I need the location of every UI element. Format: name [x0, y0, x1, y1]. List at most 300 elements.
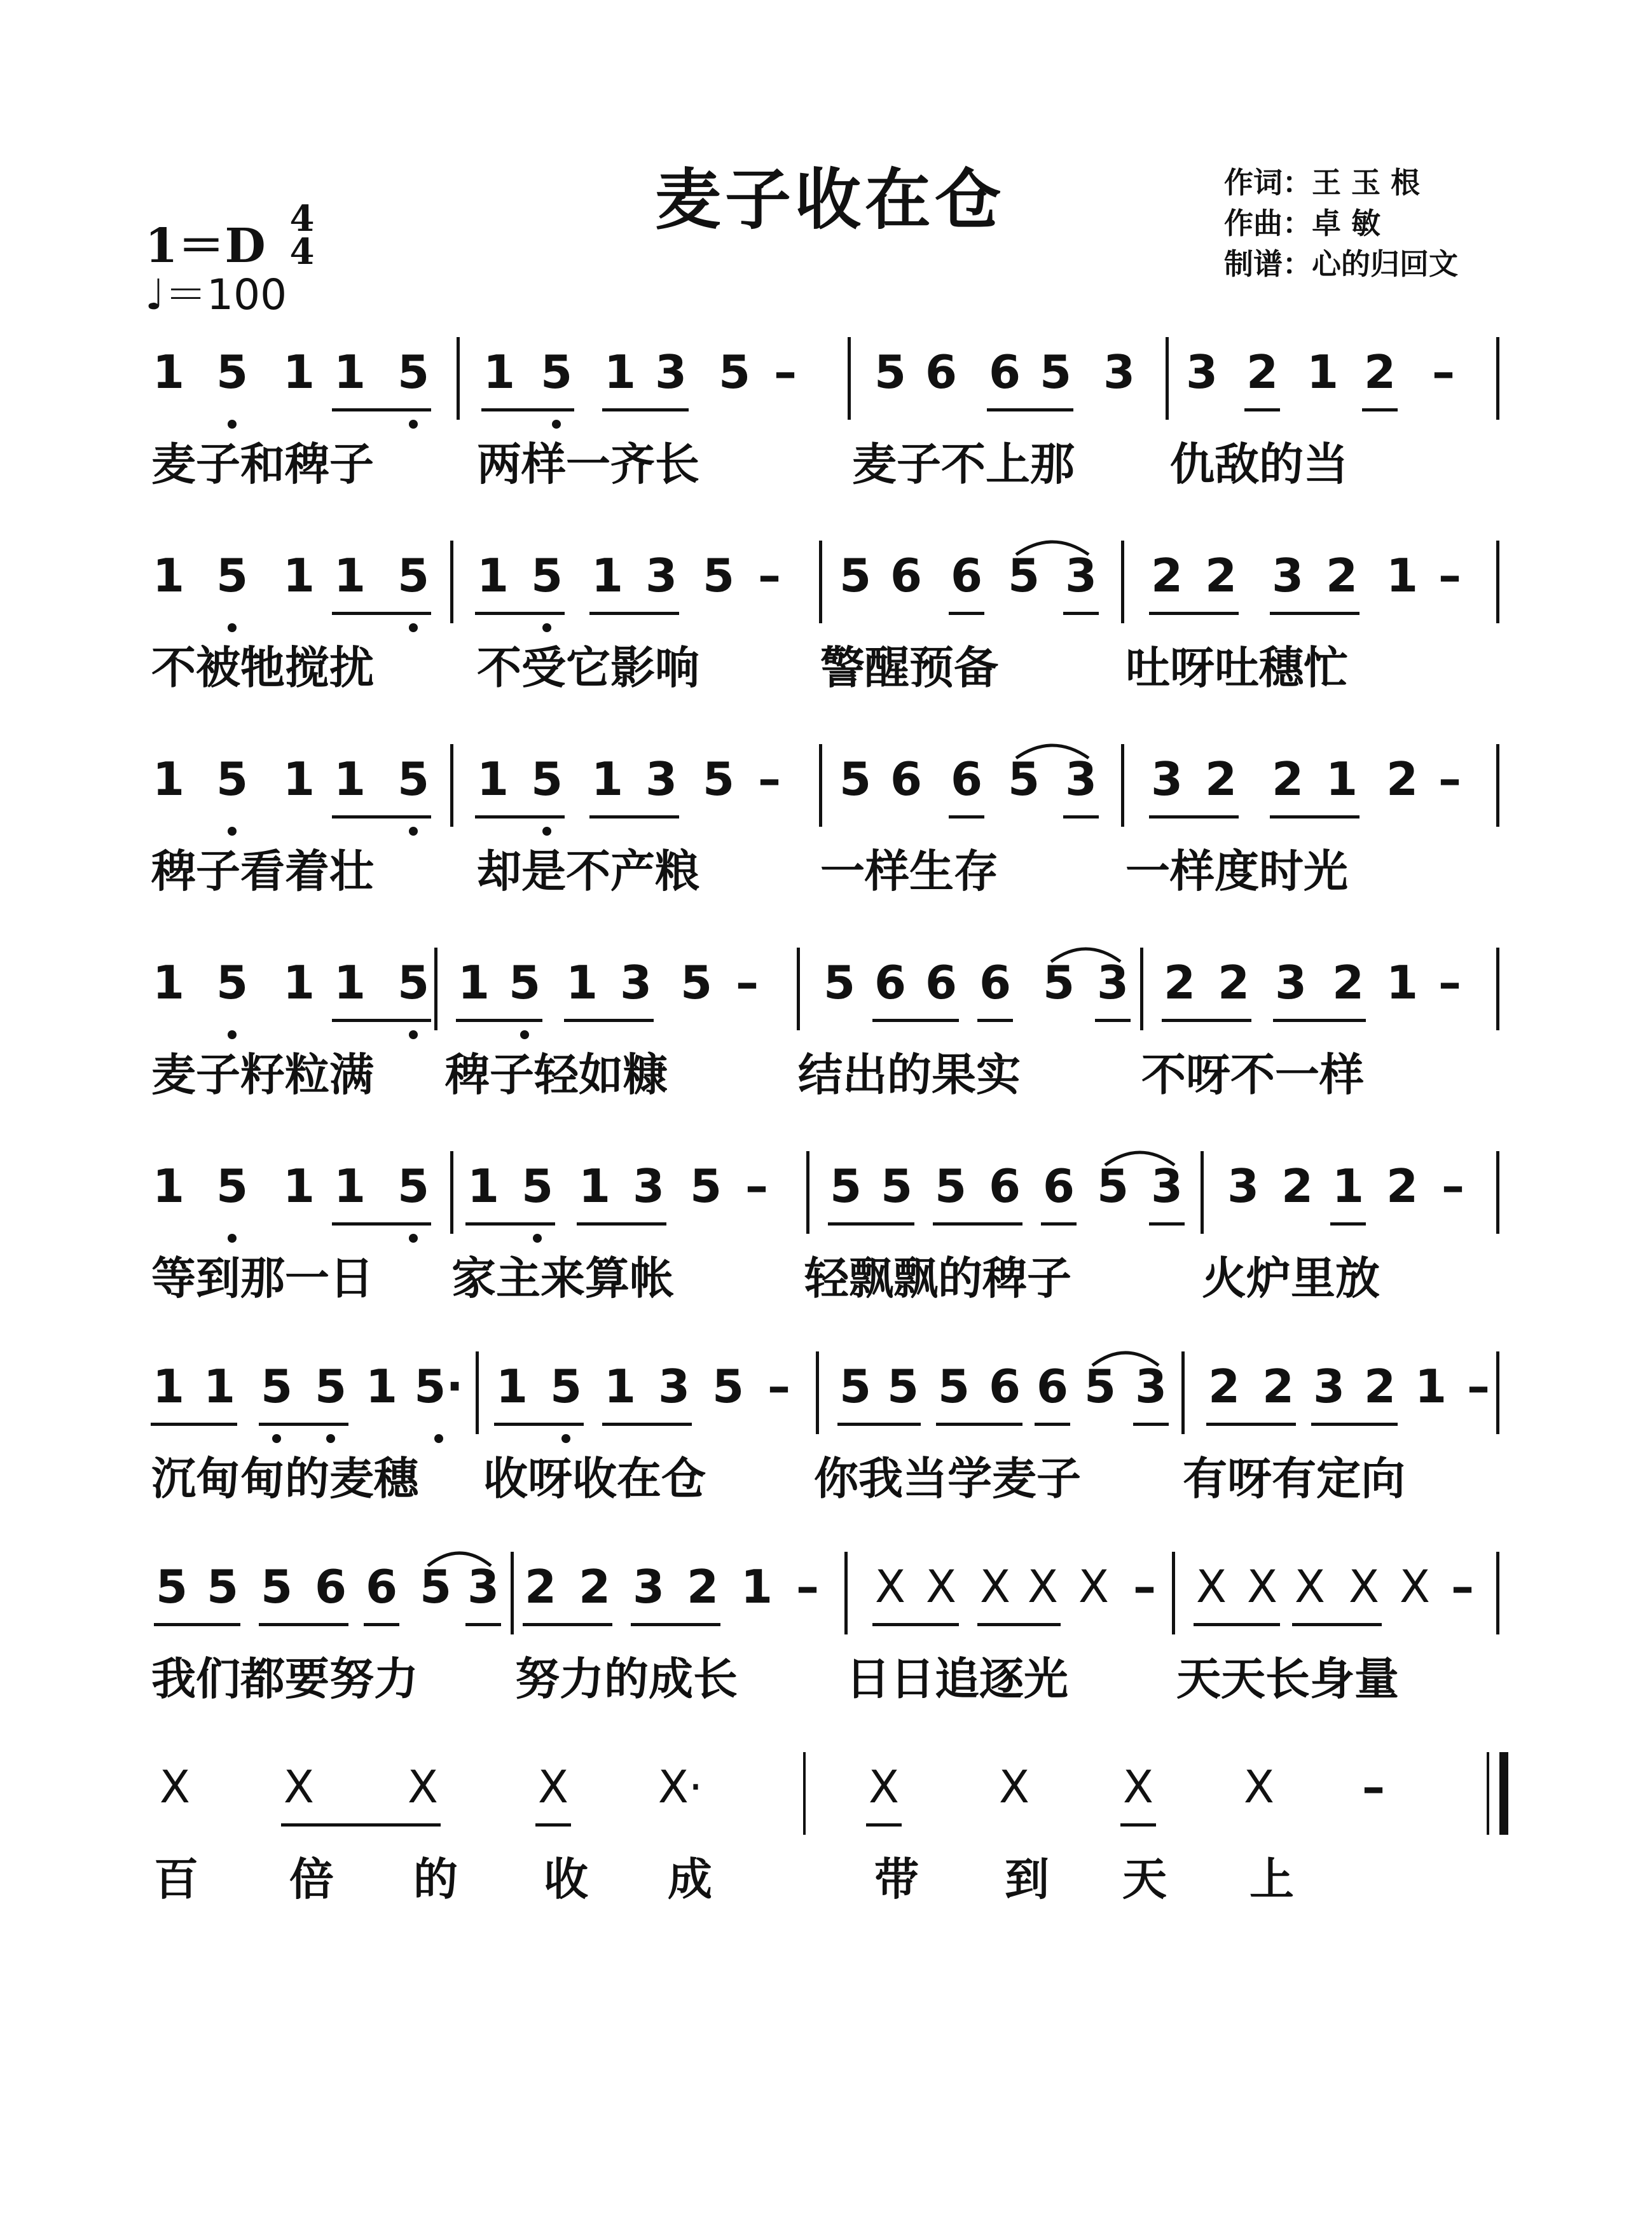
- eighth-underline: [1162, 1019, 1251, 1022]
- jianpu-note: 3: [645, 549, 678, 602]
- eighth-underline: [1120, 1823, 1156, 1827]
- eighth-underline: [332, 1222, 431, 1226]
- eighth-underline: [577, 1222, 666, 1226]
- jianpu-note: 5: [216, 752, 249, 806]
- lyric-phrase: 麦子籽粒满: [151, 1049, 374, 1101]
- credit-transcriber: [1224, 244, 1458, 284]
- score-system: [0, 1552, 1652, 1743]
- jianpu-note: 1: [152, 345, 185, 399]
- eighth-underline: [1149, 815, 1239, 818]
- credit-label: 作曲：: [1224, 206, 1312, 240]
- jianpu-note: 2: [1281, 1159, 1314, 1213]
- jianpu-note: 5: [397, 956, 430, 1009]
- lyric-phrase: 我们都要努力: [151, 1653, 418, 1705]
- jianpu-note: 3: [632, 1560, 665, 1613]
- lyric-phrase: 天天长身量: [1176, 1653, 1399, 1705]
- eighth-underline: [465, 1623, 501, 1626]
- barline: [1496, 337, 1499, 420]
- jianpu-note: 5: [419, 1560, 452, 1613]
- lyric-word: 到: [1005, 1853, 1049, 1905]
- eighth-underline: [564, 1019, 654, 1022]
- tie-arc: [423, 1544, 496, 1570]
- lyric-phrase: 一样生存: [820, 845, 998, 897]
- jianpu-note: X: [408, 1761, 438, 1813]
- jianpu-note: 5: [521, 1159, 554, 1213]
- jianpu-note: X: [926, 1561, 956, 1613]
- low-octave-dot: [326, 1434, 335, 1443]
- jianpu-note: 6: [988, 1159, 1021, 1213]
- jianpu-note: X·: [657, 1761, 703, 1813]
- tie-arc: [1087, 1344, 1164, 1369]
- lyric-phrase: 不被牠搅扰: [151, 642, 374, 694]
- jianpu-note: 6: [874, 956, 907, 1009]
- credit-lyricist: [1224, 162, 1458, 203]
- jianpu-note: 6: [925, 345, 958, 399]
- jianpu-note: 5·: [414, 1360, 464, 1413]
- low-octave-dot: [520, 1030, 529, 1039]
- sustain-dash: –: [1438, 549, 1461, 602]
- sustain-dash: –: [758, 549, 781, 602]
- jianpu-note: 1: [476, 549, 509, 602]
- jianpu-note: 1: [483, 345, 516, 399]
- eighth-underline: [1362, 408, 1398, 411]
- low-octave-dot: [228, 420, 237, 429]
- jianpu-note: 1: [282, 956, 315, 1009]
- eighth-underline: [259, 1623, 348, 1626]
- barline: [1496, 744, 1499, 827]
- tie-curve: [1092, 1353, 1159, 1365]
- jianpu-note: 1: [603, 1360, 637, 1413]
- notation-line: [0, 948, 1652, 1043]
- jianpu-note: 1: [282, 1159, 315, 1213]
- notation-line: [0, 1552, 1652, 1647]
- tie-arc: [1100, 1143, 1180, 1169]
- eighth-underline: [977, 1019, 1013, 1022]
- barline: [1487, 1752, 1489, 1835]
- barline: [1496, 948, 1499, 1030]
- jianpu-note: 1: [740, 1560, 773, 1613]
- barline: [450, 744, 453, 827]
- tie-curve: [428, 1553, 491, 1566]
- jianpu-note: X: [1196, 1561, 1227, 1613]
- jianpu-note: X: [1244, 1761, 1274, 1813]
- sustain-dash: –: [736, 956, 759, 1009]
- barline: [1496, 1351, 1499, 1434]
- lyric-phrase: 吐呀吐穗忙: [1125, 642, 1348, 694]
- notation-line: [0, 1151, 1652, 1247]
- eighth-underline: [933, 1222, 1022, 1226]
- jianpu-note: 1: [203, 1360, 236, 1413]
- jianpu-note: 5: [880, 1159, 913, 1213]
- jianpu-note: X: [1078, 1561, 1109, 1613]
- jianpu-note: 2: [1386, 752, 1419, 806]
- barline: [803, 1752, 806, 1835]
- jianpu-note: 2: [1332, 956, 1365, 1009]
- low-octave-dot: [409, 827, 418, 836]
- tie-curve: [1016, 542, 1089, 555]
- jianpu-note: X: [1349, 1561, 1379, 1613]
- eighth-underline: [1035, 1423, 1070, 1426]
- jianpu-note: 2: [1204, 752, 1237, 806]
- eighth-underline: [1194, 1623, 1280, 1626]
- jianpu-note: 3: [1103, 345, 1136, 399]
- jianpu-note: 6: [890, 549, 923, 602]
- barline: [844, 1552, 848, 1634]
- tie-arc: [1046, 940, 1125, 965]
- eighth-underline: [494, 1423, 584, 1426]
- low-octave-dot: [552, 420, 561, 429]
- jianpu-note: 3: [1274, 956, 1307, 1009]
- sustain-dash: –: [1442, 1159, 1464, 1213]
- jianpu-note: 2: [1217, 956, 1250, 1009]
- jianpu-note: 1: [333, 956, 366, 1009]
- jianpu-note: 2: [578, 1560, 611, 1613]
- jianpu-note: 1: [1332, 1159, 1365, 1213]
- eighth-underline: [1273, 1019, 1366, 1022]
- barline: [450, 1151, 453, 1234]
- eighth-underline: [332, 815, 431, 818]
- lyric-word: 带: [874, 1853, 919, 1905]
- quarter-note-icon: ♩: [145, 270, 165, 319]
- jianpu-note: X: [1247, 1561, 1277, 1613]
- lyric-phrase: 一样度时光: [1125, 845, 1348, 897]
- lyric-word: 的: [413, 1853, 458, 1905]
- jianpu-note: 1: [1386, 956, 1419, 1009]
- jianpu-note: 1: [282, 752, 315, 806]
- jianpu-note: 3: [1227, 1159, 1260, 1213]
- lyric-phrase: 不受它影响: [477, 642, 699, 694]
- barline: [1496, 1552, 1499, 1634]
- jianpu-note: 1: [603, 345, 637, 399]
- eighth-underline: [1041, 1222, 1077, 1226]
- song-title: 麦子收在仓: [655, 161, 1005, 238]
- jianpu-note: 1: [565, 956, 598, 1009]
- jianpu-note: 2: [1204, 549, 1237, 602]
- eighth-underline: [1244, 408, 1280, 411]
- eighth-underline: [1149, 612, 1239, 615]
- jianpu-note: 1: [333, 345, 366, 399]
- time-signature-top: 4: [289, 198, 315, 240]
- jianpu-note: 3: [654, 345, 687, 399]
- jianpu-note: X: [980, 1561, 1010, 1613]
- jianpu-note: 6: [365, 1560, 398, 1613]
- jianpu-note: 5: [718, 345, 751, 399]
- credit-value: 王 玉 根: [1312, 165, 1421, 200]
- low-octave-dot: [228, 1030, 237, 1039]
- jianpu-note: 5: [886, 1360, 919, 1413]
- jianpu-note: 3: [645, 752, 678, 806]
- jianpu-note: 2: [1163, 956, 1196, 1009]
- sustain-dash: –: [745, 1159, 768, 1213]
- jianpu-note: 5: [702, 549, 735, 602]
- sustain-dash: –: [774, 345, 797, 399]
- barline: [511, 1552, 514, 1634]
- jianpu-note: 5: [1096, 1159, 1129, 1213]
- jianpu-note: 1: [495, 1360, 528, 1413]
- tie-curve: [1105, 1152, 1174, 1165]
- barline: [1496, 541, 1499, 623]
- jianpu-note: 1: [1414, 1360, 1447, 1413]
- eighth-underline: [535, 1823, 571, 1827]
- jianpu-note: 5: [314, 1360, 347, 1413]
- score-system: [0, 1752, 1652, 1943]
- eighth-underline: [1133, 1423, 1169, 1426]
- low-octave-dot: [542, 827, 551, 836]
- notation-line: [0, 541, 1652, 636]
- sustain-dash: –: [1438, 956, 1461, 1009]
- jianpu-note: 5: [260, 1360, 293, 1413]
- low-octave-dot: [409, 1030, 418, 1039]
- eighth-underline: [936, 1423, 1022, 1426]
- jianpu-note: X: [869, 1761, 899, 1813]
- jianpu-note: 1: [578, 1159, 611, 1213]
- eighth-underline: [475, 612, 565, 615]
- jianpu-note: 5: [530, 752, 563, 806]
- low-octave-dot: [228, 1234, 237, 1243]
- jianpu-note: 5: [216, 345, 249, 399]
- barline: [1181, 1351, 1185, 1434]
- jianpu-note: X: [538, 1761, 568, 1813]
- jianpu-note: 1: [591, 549, 624, 602]
- barline: [1121, 744, 1124, 827]
- eighth-underline: [872, 1019, 959, 1022]
- time-signature: [283, 198, 321, 273]
- jianpu-note: X: [999, 1761, 1029, 1813]
- barline: [848, 337, 851, 420]
- lyric-phrase: 两样一齐长: [477, 438, 699, 490]
- barline: [819, 744, 822, 827]
- jianpu-note: 5: [839, 752, 872, 806]
- lyric-phrase: 却是不产粮: [477, 845, 699, 897]
- jianpu-note: X: [284, 1761, 314, 1813]
- eighth-underline: [281, 1823, 441, 1827]
- jianpu-note: X: [1400, 1561, 1430, 1613]
- tie-curve: [1016, 745, 1089, 758]
- eighth-underline: [456, 1019, 542, 1022]
- low-octave-dot: [272, 1434, 281, 1443]
- eighth-underline: [872, 1623, 959, 1626]
- eighth-underline: [949, 612, 984, 615]
- sustain-dash: –: [1133, 1560, 1156, 1613]
- jianpu-note: 1: [1386, 549, 1419, 602]
- eighth-underline: [602, 1423, 692, 1426]
- lyric-phrase: 轻飘飘的稗子: [804, 1252, 1071, 1304]
- sustain-dash: –: [758, 752, 781, 806]
- jianpu-note: 6: [950, 549, 983, 602]
- eighth-underline: [631, 1623, 720, 1626]
- lyric-phrase: 结出的果实: [798, 1049, 1021, 1101]
- low-octave-dot: [228, 827, 237, 836]
- barline: [1166, 337, 1169, 420]
- jianpu-note: 5: [1039, 345, 1072, 399]
- eighth-underline: [151, 1423, 237, 1426]
- final-barline: [1499, 1752, 1508, 1835]
- eighth-underline: [481, 408, 574, 411]
- jianpu-note: 1: [333, 752, 366, 806]
- jianpu-note: 3: [1271, 549, 1304, 602]
- lyric-phrase: 火炉里放: [1202, 1252, 1380, 1304]
- jianpu-note: 5: [508, 956, 541, 1009]
- jianpu-note: X: [1123, 1761, 1153, 1813]
- jianpu-note: 6: [988, 1360, 1021, 1413]
- jianpu-note: 1: [467, 1159, 500, 1213]
- jianpu-note: 5: [260, 1560, 293, 1613]
- lyric-phrase: 稗子看着壮: [151, 845, 374, 897]
- barline: [819, 541, 822, 623]
- jianpu-note: 5: [397, 752, 430, 806]
- low-octave-dot: [409, 623, 418, 632]
- jianpu-note: 2: [1325, 549, 1358, 602]
- jianpu-note: 1: [1325, 752, 1358, 806]
- jianpu-note: 5: [397, 1159, 430, 1213]
- sustain-dash: –: [796, 1560, 819, 1613]
- jianpu-note: 6: [890, 752, 923, 806]
- lyric-phrase: 麦子不上那: [852, 438, 1075, 490]
- lyric-phrase: 日日追逐光: [846, 1653, 1068, 1705]
- jianpu-note: 5: [549, 1360, 582, 1413]
- notation-line: [0, 1752, 1652, 1848]
- tie-arc: [1011, 736, 1094, 762]
- jianpu-note: 6: [925, 956, 958, 1009]
- jianpu-note: 5: [1007, 752, 1040, 806]
- jianpu-note: 5: [1007, 549, 1040, 602]
- lyric-phrase: 等到那一日: [151, 1252, 374, 1304]
- jianpu-note: 3: [1134, 1360, 1167, 1413]
- jianpu-note: 2: [1262, 1360, 1295, 1413]
- notation-line: [0, 337, 1652, 432]
- notation-line: [0, 1351, 1652, 1447]
- jianpu-note: 2: [1386, 1159, 1419, 1213]
- sustain-dash: –: [1438, 752, 1461, 806]
- jianpu-note: 5: [934, 1159, 967, 1213]
- eighth-underline: [1292, 1623, 1382, 1626]
- jianpu-note: 5: [874, 345, 907, 399]
- jianpu-note: 2: [686, 1560, 719, 1613]
- low-octave-dot: [561, 1434, 570, 1443]
- score-system: [0, 1151, 1652, 1342]
- jianpu-note: 3: [1064, 549, 1098, 602]
- key-signature: 1＝D: [145, 219, 266, 273]
- eighth-underline: [602, 408, 689, 411]
- eighth-underline: [1095, 1019, 1131, 1022]
- lyric-phrase: 仇敌的当: [1170, 438, 1348, 490]
- eighth-underline: [1270, 612, 1359, 615]
- jianpu-note: 5: [397, 549, 430, 602]
- barline: [1201, 1151, 1204, 1234]
- tie-arc: [1011, 533, 1094, 558]
- credit-value: 心的归回文: [1312, 247, 1458, 281]
- jianpu-note: 3: [1064, 752, 1098, 806]
- jianpu-note: 3: [1312, 1360, 1346, 1413]
- eighth-underline: [1270, 815, 1359, 818]
- barline: [476, 1351, 479, 1434]
- jianpu-note: 1: [152, 1360, 185, 1413]
- jianpu-note: 5: [680, 956, 713, 1009]
- credit-label: 作词：: [1224, 165, 1312, 200]
- notation-line: [0, 744, 1652, 839]
- lyric-word: 上: [1249, 1853, 1294, 1905]
- jianpu-note: 1: [152, 1159, 185, 1213]
- tempo-value: ＝100: [165, 270, 287, 319]
- lyric-phrase: 不呀不一样: [1141, 1049, 1364, 1101]
- jianpu-note: 5: [540, 345, 573, 399]
- jianpu-note: 5: [823, 956, 856, 1009]
- jianpu-note: 6: [1036, 1360, 1069, 1413]
- jianpu-note: 1: [365, 1360, 398, 1413]
- jianpu-note: 6: [988, 345, 1021, 399]
- eighth-underline: [154, 1623, 240, 1626]
- score-system: [0, 744, 1652, 935]
- jianpu-note: 2: [1363, 1360, 1396, 1413]
- jianpu-note: 2: [1246, 345, 1279, 399]
- score-system: [0, 541, 1652, 731]
- barline: [1496, 1151, 1499, 1234]
- lyric-word: 百: [154, 1853, 198, 1905]
- jianpu-note: 6: [1042, 1159, 1075, 1213]
- lyric-phrase: 有呀有定向: [1183, 1453, 1405, 1505]
- lyric-phrase: 努力的成长: [515, 1653, 738, 1705]
- jianpu-note: 5: [216, 549, 249, 602]
- jianpu-note: 1: [591, 752, 624, 806]
- score-system: [0, 337, 1652, 528]
- jianpu-note: 3: [632, 1159, 665, 1213]
- jianpu-note: 5: [216, 956, 249, 1009]
- credit-composer: [1224, 203, 1458, 244]
- lyric-word: 倍: [289, 1853, 334, 1905]
- jianpu-note: 1: [152, 549, 185, 602]
- jianpu-note: 2: [1150, 549, 1183, 602]
- eighth-underline: [332, 408, 431, 411]
- jianpu-note: 3: [1185, 345, 1218, 399]
- jianpu-note: X: [1295, 1561, 1325, 1613]
- lyric-word: 成: [668, 1853, 712, 1905]
- score-system: [0, 948, 1652, 1138]
- eighth-underline: [1311, 1423, 1398, 1426]
- jianpu-note: 1: [476, 752, 509, 806]
- barline: [457, 337, 460, 420]
- barline: [1121, 541, 1124, 623]
- jianpu-note: 3: [619, 956, 652, 1009]
- jianpu-note: 5: [155, 1560, 188, 1613]
- eighth-underline: [866, 1823, 902, 1827]
- jianpu-note: 1: [333, 1159, 366, 1213]
- lyric-phrase: 麦子和稗子: [151, 438, 374, 490]
- eighth-underline: [364, 1623, 399, 1626]
- eighth-underline: [589, 815, 679, 818]
- eighth-underline: [977, 1623, 1061, 1626]
- low-octave-dot: [434, 1434, 443, 1443]
- lyric-phrase: 警醒预备: [820, 642, 998, 694]
- jianpu-note: 5: [702, 752, 735, 806]
- barline: [816, 1351, 819, 1434]
- jianpu-note: 1: [152, 752, 185, 806]
- jianpu-note: 5: [206, 1560, 239, 1613]
- eighth-underline: [949, 815, 984, 818]
- eighth-underline: [1206, 1423, 1296, 1426]
- jianpu-note: 5: [689, 1159, 722, 1213]
- eighth-underline: [987, 408, 1073, 411]
- sustain-dash: –: [1451, 1560, 1474, 1613]
- lyric-phrase: 收呀收在仓: [483, 1453, 706, 1505]
- jianpu-note: 6: [314, 1560, 347, 1613]
- barline: [1140, 948, 1143, 1030]
- jianpu-note: 5: [829, 1159, 862, 1213]
- barline: [450, 541, 453, 623]
- jianpu-note: 1: [152, 956, 185, 1009]
- jianpu-note: 3: [657, 1360, 691, 1413]
- jianpu-note: 2: [1271, 752, 1304, 806]
- barline: [797, 948, 800, 1030]
